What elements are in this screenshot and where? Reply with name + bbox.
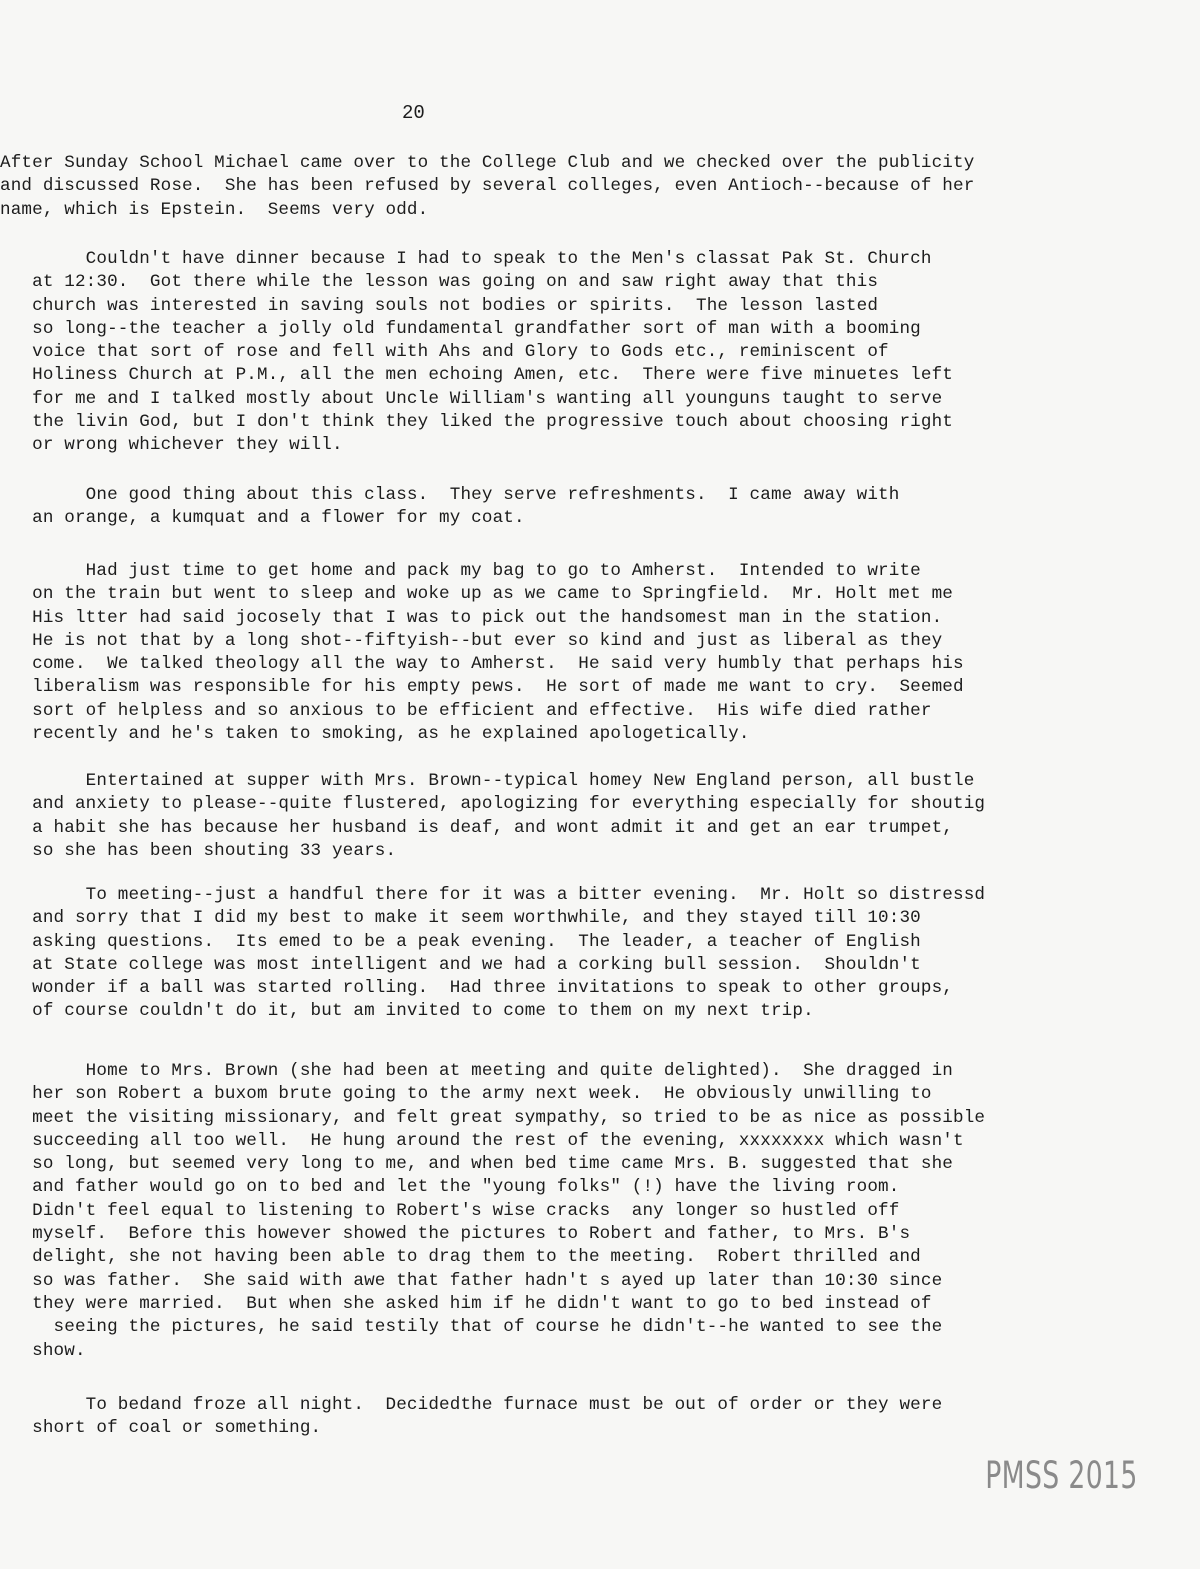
paragraph-bed: To bedand froze all night. Decidedthe furnace must be out of order or they were short of coal or something.	[32, 1395, 943, 1439]
paragraph-sunday-school: After Sunday School Michael came over to the College Club and we checked over the publicity and discussed Rose. She has been refused by several colleges, even Antioch--because of her name, which is Epstein. Seems very odd.	[0, 153, 975, 220]
paragraph-refreshments: One good thing about this class. They serve refreshments. I came away with an orange, a kumquat and a flower for my coat.	[32, 485, 900, 529]
paragraph-meeting: To meeting--just a handful there for it was a bitter evening. Mr. Holt so distressd and sorry that I did my best to make it seem worthwhile, and they stayed till 10:30 asking questions. Its emed to be a peak evening. The leader, a teacher of English at State college was most intelligent and we had a corking bull session. Shouldn't wonder if a ball was started rolling. Had three invitations to speak to other groups, of course couldn't do it, but am invited to come to them on my next trip.	[32, 885, 986, 1022]
paragraph-amherst-trip: Had just time to get home and pack my bag to go to Amherst. Intended to write on the train but went to sleep and woke up as we came to Springfield. Mr. Holt met me His ltter had said jocosely that I was to pick out the handsomest man in the station. He is not that by a long shot--fiftyish--but ever so kind and just as liberal as they come. We talked theology all the way to Amherst. He said very humbly that perhaps his liberalism was responsible for his empty pews. He sort of made me want to cry. Seemed sort of helpless and so anxious to be efficient and effective. His wife died rather recently and he's taken to smoking, as he explained apologetically.	[32, 561, 964, 745]
paragraph-home-robert: Home to Mrs. Brown (she had been at meeting and quite delighted). She dragged in her son Robert a buxom brute going to the army next week. He obviously unwilling to meet the visiting missionary, and felt great sympathy, so tried to be as nice as possible succeeding all too well. He hung around the rest of the evening, xxxxxxxx which wasn't so long, but seemed very long to me, and when bed time came Mrs. B. suggested that she and father would go on to bed and let the "young folks" (!) have the living room. Didn't feel equal to listening to Robert's wise cracks any longer so hustled off myself. Before this however showed the pictures to Robert and father, to Mrs. B's delight, she not having been able to drag them to the meeting. Robert thrilled and so was father. She said with awe that father hadn't s ayed up later than 10:30 since they were married. But when she asked him if he didn't want to go to bed instead of seeing the pictures, he said testily that of course he didn't--he wanted to see the show.	[32, 1061, 986, 1361]
paragraph-supper-mrs-brown: Entertained at supper with Mrs. Brown--typical homey New England person, all bustle and anxiety to please--quite flustered, apologizing for everything especially for shoutig a habit she has because her husband is deaf, and wont admit it and get an ear trumpet, so she has been shouting 33 years.	[32, 771, 986, 861]
watermark: PMSS 2015	[985, 1454, 1138, 1497]
page-number: 20	[402, 102, 425, 124]
paragraph-mens-class: Couldn't have dinner because I had to speak to the Men's classat Pak St. Church at 12:30. Got there while the lesson was going on and saw right away that this church was interested in saving souls not bodies or spirits. The lesson lasted so long--the teacher a jolly old fundamental grandfather sort of man with a booming voice that sort of rose and fell with Ahs and Glory to Gods etc., reminiscent of Holiness Church at P.M., all the men echoing Amen, etc. There were five minuetes left for me and I talked mostly about Uncle William's wanting all younguns taught to serve the livin God, but I don't think they liked the progressive touch about choosing right or wrong whichever they will.	[32, 249, 954, 456]
